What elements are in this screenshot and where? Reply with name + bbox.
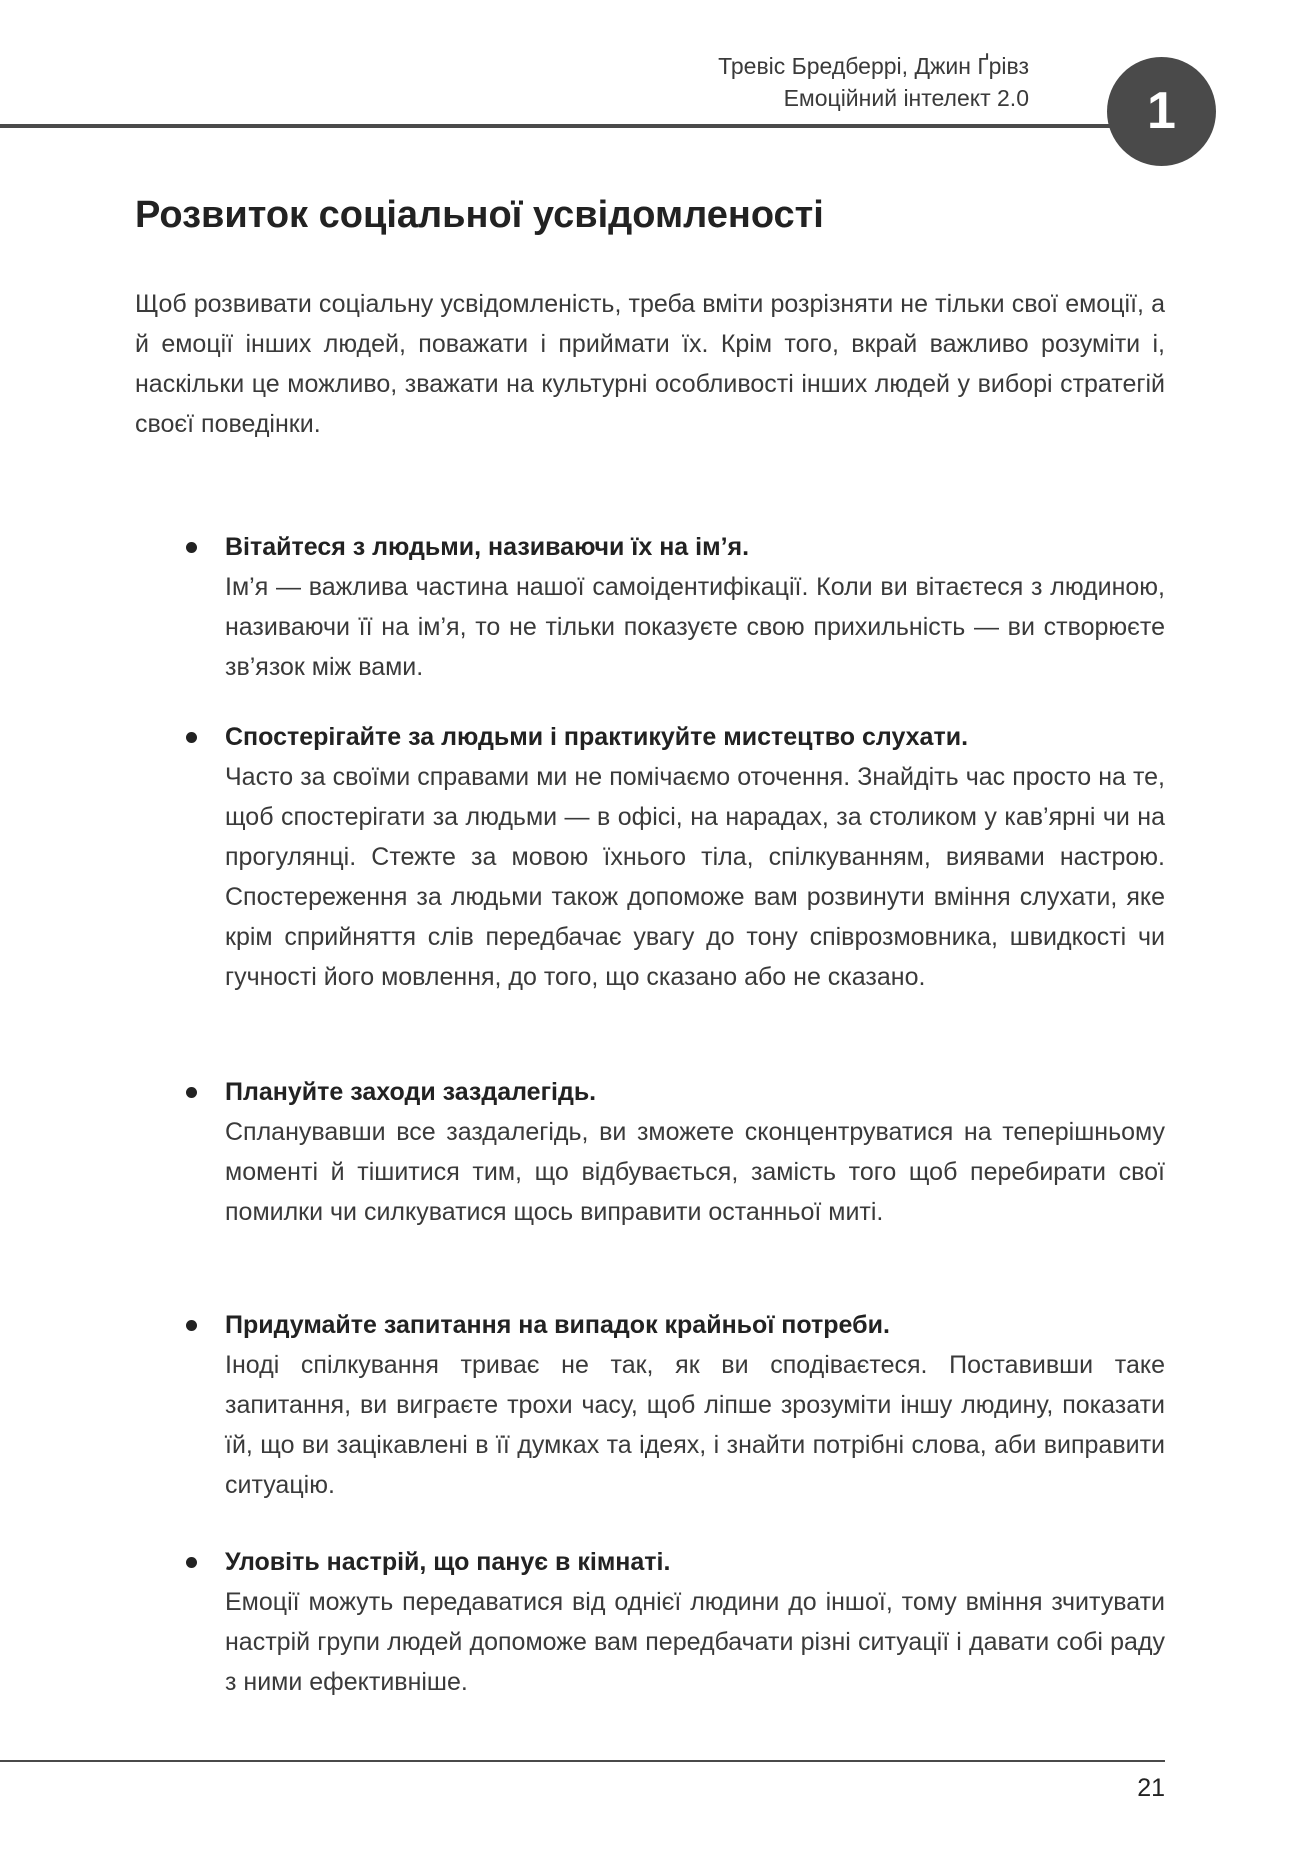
tip-item <box>190 527 1165 687</box>
tip-body: Ім’я — важлива частина нашої самоідентифікації. Коли ви вітаєтеся з людиною, називаючи її на ім’я, то не тільки показуєте свою прихильність — ви створюєте зв’язок між вами. <box>225 573 1165 681</box>
header-book-title: Емоційний інтелект 2.0 <box>783 85 1029 111</box>
bullet-icon <box>186 732 197 743</box>
bullet-icon <box>186 542 197 553</box>
tip-title: Плануйте заходи заздалегідь. <box>225 1078 597 1106</box>
tip-item <box>190 1072 1165 1232</box>
tip-title: Вітайтеся з людьми, називаючи їх на ім’я. <box>225 533 750 561</box>
tip-title: Придумайте запитання на випадок крайньої потреби. <box>225 1311 890 1339</box>
tip-title: Спостерігайте за людьми і практикуйте мистецтво слухати. <box>225 723 969 751</box>
bullet-icon <box>186 1320 197 1331</box>
chapter-number-badge: 1 <box>1107 57 1216 166</box>
tip-body: Спланувавши все заздалегідь, ви зможете сконцентруватися на теперішньому моменті й тішитися тим, що відбувається, замість того щоб перебирати свої помилки чи силкуватися щось виправити останньої миті. <box>225 1118 1165 1226</box>
tip-item <box>190 1542 1165 1702</box>
header-authors: Тревіс Бредберрі, Джин Ґрівз <box>718 53 1029 79</box>
tip-body: Часто за своїми справами ми не помічаємо оточення. Знайдіть час просто на те, щоб спостерігати за людьми — в офісі, на нарадах, за столиком у кав’ярні чи на прогулянці. Стежте за мовою їхнього тіла, спілкуванням, виявами настрою. Спостереження за людьми також допоможе вам розвинути вміння слухати, яке крім сприйняття слів передбачає увагу до тону співрозмовника, швидкості чи гучності його мовлення, до того, що сказано або не сказано. <box>225 763 1165 991</box>
section-title: Розвиток соціальної усвідомленості <box>135 194 824 236</box>
tip-title: Уловіть настрій, що панує в кімнаті. <box>225 1548 671 1576</box>
footer-divider <box>0 1760 1165 1762</box>
tip-item <box>190 1305 1165 1505</box>
tip-body: Емоції можуть передаватися від однієї людини до іншої, тому вміння зчитувати настрій групи людей допоможе вам передбачати різні ситуації і давати собі раду з ними ефективніше. <box>225 1588 1165 1696</box>
tip-item <box>190 717 1165 997</box>
bullet-icon <box>186 1087 197 1098</box>
header-divider <box>0 124 1110 128</box>
bullet-icon <box>186 1557 197 1568</box>
tip-body: Іноді спілкування триває не так, як ви сподіваєтеся. Поставивши таке запитання, ви виграєте трохи часу, щоб ліпше зрозуміти іншу людину, показати їй, що ви зацікавлені в її думках та ідеях, і знайти потрібні слова, аби виправити ситуацію. <box>225 1351 1165 1499</box>
intro-paragraph: Щоб розвивати соціальну усвідомленість, треба вміти розрізняти не тільки свої емоції, а й емоції інших людей, поважати і приймати їх. Крім того, вкрай важливо розуміти і, наскільки це можливо, зважати на культурні особливості інших людей у виборі стратегій своєї поведінки. <box>135 290 1165 438</box>
page-number: 21 <box>1137 1774 1165 1802</box>
